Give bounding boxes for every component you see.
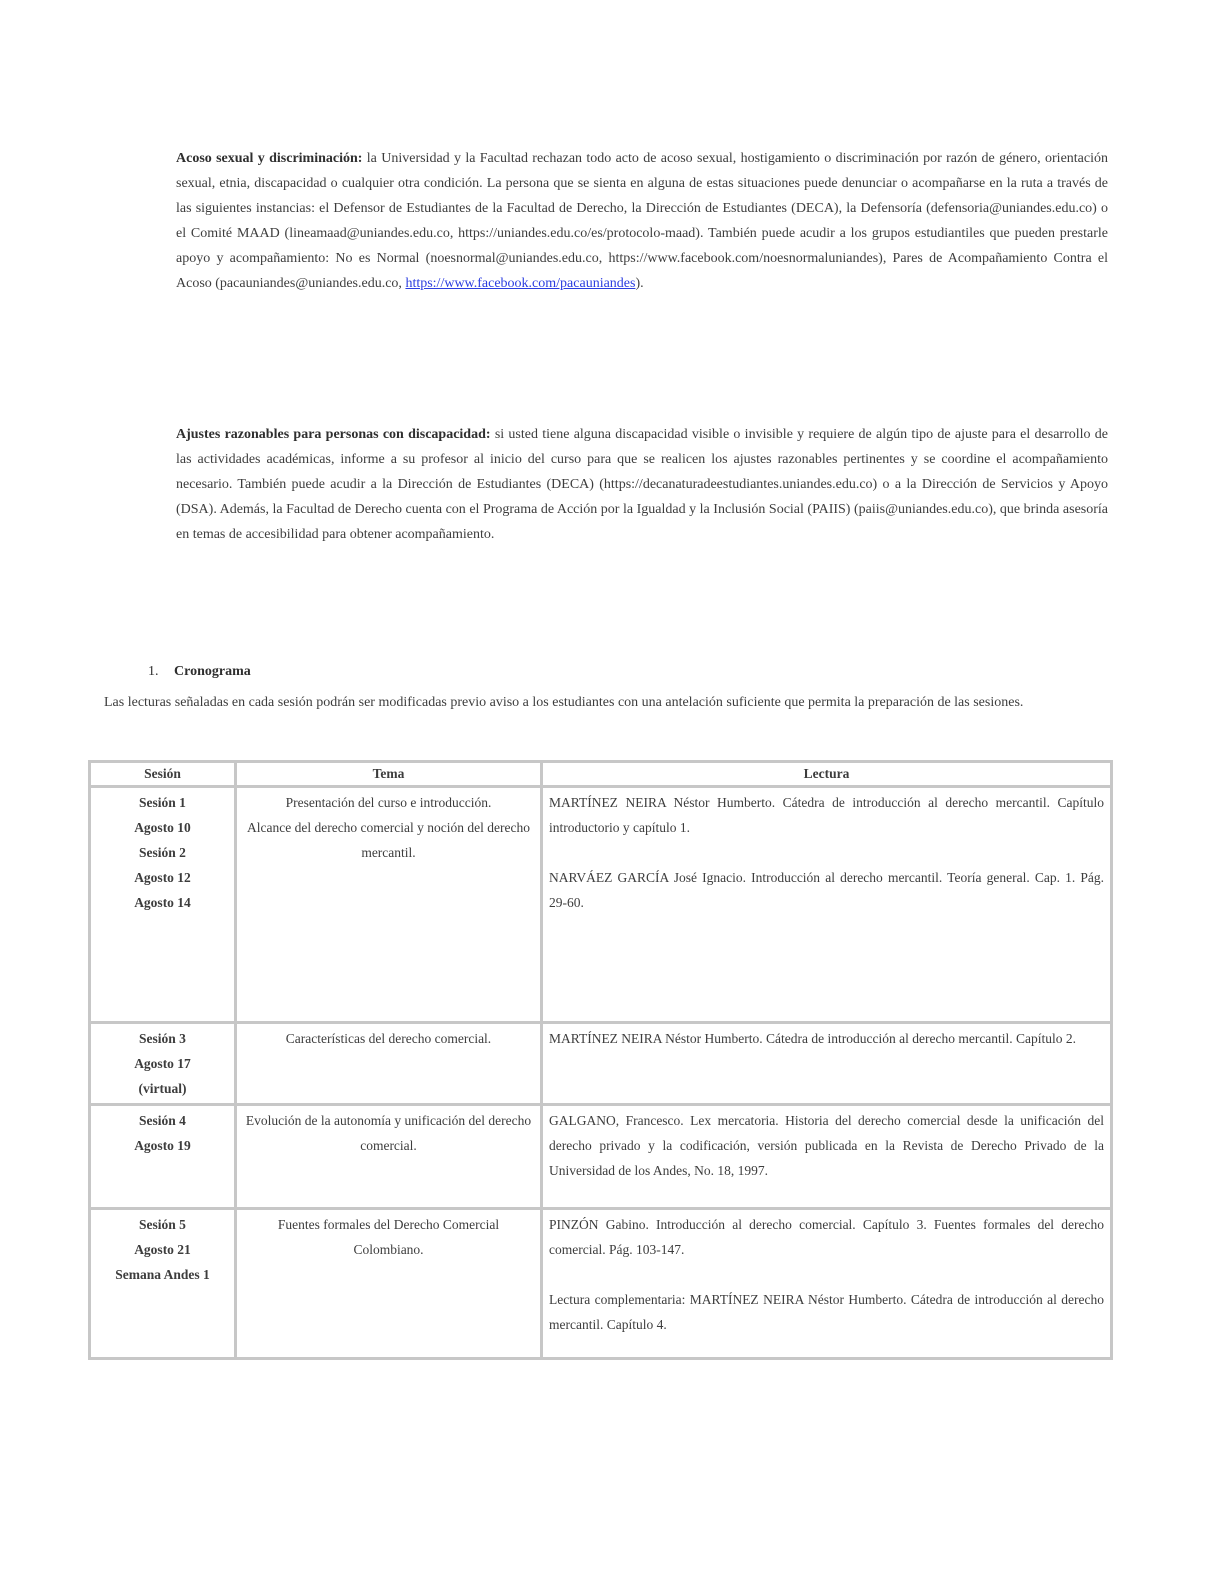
cell-reading	[542, 1209, 1112, 1359]
reading-line: Lectura complementaria: MARTÍNEZ NEIRA Néstor Humberto. Cátedra de introducción al derecho mercantil. Capítulo 4.	[549, 1292, 1104, 1332]
section-number: 1.	[148, 664, 159, 679]
cell-topic	[236, 1209, 542, 1359]
session-line: Sesión 3	[139, 1031, 186, 1046]
session-line: Agosto 19	[134, 1138, 191, 1153]
cell-session	[90, 1105, 236, 1209]
section-intro: Las lecturas señaladas en cada sesión podrán ser modificadas previo aviso a los estudiantes con una antelación suficiente que permita la preparación de las sesiones.	[104, 695, 1024, 710]
schedule-table	[88, 760, 1113, 1360]
header-session: Sesión	[90, 762, 236, 787]
topic-line: Características del derecho comercial.	[285, 1031, 492, 1046]
policy-paragraph-disability	[176, 422, 1108, 547]
header-topic: Tema	[236, 762, 542, 787]
policy-lead-disability: Ajustes razonables para personas con discapacidad:	[176, 427, 491, 442]
policy-lead-harassment: Acoso sexual y discriminación:	[176, 151, 363, 166]
session-line: Sesión 4	[139, 1113, 186, 1128]
session-line: Agosto 21	[134, 1242, 191, 1257]
section-title: Cronograma	[174, 664, 251, 679]
table-header-row	[90, 762, 1112, 787]
session-line: Agosto 12	[134, 870, 191, 885]
table-row	[90, 787, 1112, 1023]
table-row	[90, 1105, 1112, 1209]
session-line: Sesión 5	[139, 1217, 186, 1232]
session-line: Sesión 2	[139, 845, 186, 860]
policy-body-harassment: la Universidad y la Facultad rechazan todo acto de acoso sexual, hostigamiento o discriminación por razón de género, orientación sexual, etnia, discapacidad o cualquier otra condición. La persona que se sienta en alguna de estas situaciones puede denunciar o acompañarse en la ruta a través de las siguientes instancias: el Defensor de Estudiantes de la Facultad de Derecho, la Dirección de Estudiantes (DECA), la Defensoría (defensoria@uniandes.edu.co) o el Comité MAAD (lineamaad@uniandes.edu.co, https://uniandes.edu.co/es/protocolo-maad). También puede acudir a los grupos estudiantiles que pueden prestarle apoyo y acompañamiento: No es Normal (noesnormal@uniandes.edu.co, https://www.facebook.com/noesnormaluniandes), Pares de Acompañamiento Contra el Acoso (pacauniandes@uniandes.edu.co,	[176, 151, 1108, 291]
table-row	[90, 1209, 1112, 1359]
session-line: (virtual)	[138, 1081, 187, 1096]
table-row	[90, 1023, 1112, 1105]
session-line: Semana Andes 1	[115, 1267, 210, 1282]
session-line: Agosto 17	[134, 1056, 191, 1071]
policy-tail: ).	[635, 276, 644, 291]
reading-line: MARTÍNEZ NEIRA Néstor Humberto. Cátedra de introducción al derecho mercantil. Capítulo introductorio y capítulo 1.	[549, 795, 1104, 835]
cell-session	[90, 1023, 236, 1105]
cell-topic	[236, 1105, 542, 1209]
reading-line: MARTÍNEZ NEIRA Néstor Humberto. Cátedra de introducción al derecho mercantil. Capítulo 2.	[549, 1031, 1077, 1046]
policy-paragraph-harassment	[176, 146, 1108, 296]
cell-session	[90, 1209, 236, 1359]
reading-gap	[549, 1262, 1104, 1287]
cell-reading	[542, 787, 1112, 1023]
session-line: Agosto 14	[134, 895, 191, 910]
topic-line: Evolución de la autonomía y unificación del derecho comercial.	[245, 1113, 532, 1153]
policy-link[interactable]: https://www.facebook.com/pacauniandes	[405, 276, 636, 291]
topic-line: Presentación del curso e introducción.	[285, 795, 492, 810]
reading-line: GALGANO, Francesco. Lex mercatoria. Historia del derecho comercial desde la unificación del derecho privado y la codificación, versión publicada en la Revista de Derecho Privado de la Universidad de los Andes, No. 18, 1997.	[549, 1113, 1104, 1178]
cell-session	[90, 787, 236, 1023]
reading-gap	[549, 840, 1104, 865]
cell-reading	[542, 1105, 1112, 1209]
topic-line: Alcance del derecho comercial y noción del derecho mercantil.	[247, 820, 530, 860]
reading-line: PINZÓN Gabino. Introducción al derecho comercial. Capítulo 3. Fuentes formales del derecho comercial. Pág. 103-147.	[549, 1217, 1104, 1257]
header-reading: Lectura	[542, 762, 1112, 787]
cell-topic	[236, 1023, 542, 1105]
cell-reading	[542, 1023, 1112, 1105]
reading-line: NARVÁEZ GARCÍA José Ignacio. Introducción al derecho mercantil. Teoría general. Cap. 1. Pág. 29-60.	[549, 870, 1104, 910]
session-line: Agosto 10	[134, 820, 191, 835]
section-heading	[148, 664, 251, 680]
topic-line: Fuentes formales del Derecho Comercial Colombiano.	[277, 1217, 500, 1257]
session-line: Sesión 1	[139, 795, 186, 810]
cell-topic	[236, 787, 542, 1023]
policy-body-disability: si usted tiene alguna discapacidad visible o invisible y requiere de algún tipo de ajuste para el desarrollo de las actividades académicas, informe a su profesor al inicio del curso para que se realicen los ajustes razonables pertinentes y se coordine el acompañamiento necesario. También puede acudir a la Dirección de Estudiantes (DECA) (https://decanaturadeestudiantes.uniandes.edu.co) o a la Dirección de Servicios y Apoyo (DSA). Además, la Facultad de Derecho cuenta con el Programa de Acción por la Igualdad y la Inclusión Social (PAIIS) (paiis@uniandes.edu.co), que brinda asesoría en temas de accesibilidad para obtener acompañamiento.	[176, 427, 1108, 542]
